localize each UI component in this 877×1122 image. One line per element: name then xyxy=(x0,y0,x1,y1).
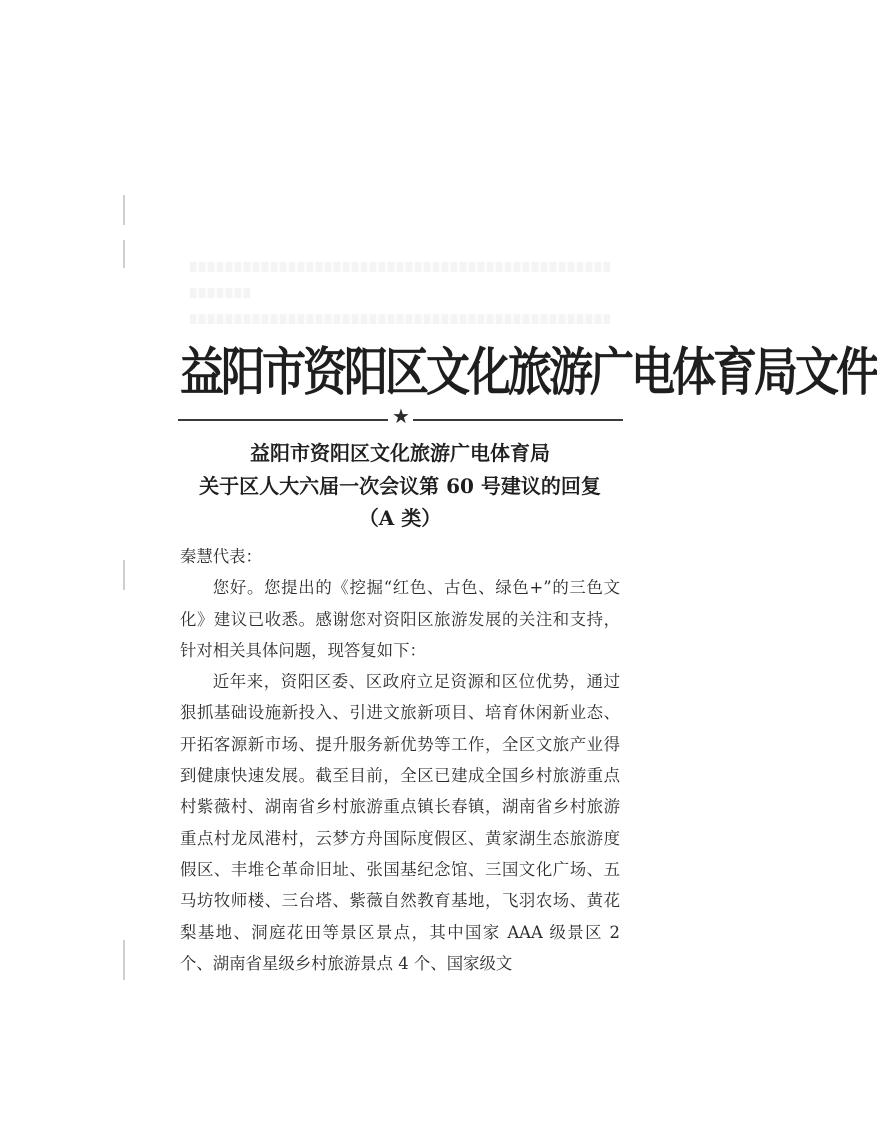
document-title-line2: 关于区人大六届一次会议第 60 号建议的回复 xyxy=(199,474,601,498)
letter-body xyxy=(180,541,620,979)
issuing-authority-header: 益阳市资阳区文化旅游广电体育局文件 xyxy=(180,342,877,404)
paragraph-development: 近年来，资阳区委、区政府立足资源和区位优势，通过狠抓基础设施新投入、引进文旅新项目、培育休闲新业态、开拓客源新市场、提升服务新优势等工作，全区文旅产业得到健康快速发展。截至目前，全区已建成全国乡村旅游重点村紫薇村、湖南省乡村旅游重点镇长春镇，湖南省乡村旅游重点村龙凤港村，云梦方舟国际度假区、黄家湖生态旅游度假区、丰堆仑革命旧址、张国基纪念馆、三国文化广场、五马坊牧师楼、三台塔、紫薇自然教育基地，飞羽农场、黄花梨基地、洞庭花田等景区景点，其中国家 AAA 级景区 2 个、湖南省星级乡村旅游景点 4 个、国家级文 xyxy=(180,672,620,973)
salutation: 秦慧代表： xyxy=(180,547,262,566)
margin-scan-mark xyxy=(123,240,125,268)
margin-scan-mark xyxy=(123,560,125,590)
document-title-line3: （A 类） xyxy=(358,506,442,530)
document-title-line1: 益阳市资阳区文化旅游广电体育局 xyxy=(250,441,550,465)
margin-scan-mark xyxy=(123,940,125,980)
margin-scan-mark xyxy=(123,195,125,225)
paragraph-greeting: 您好。您提出的《挖掘“红色、古色、绿色+”的三色文化》建议已收悉。感谢您对资阳区旅游发展的关注和支持，针对相关具体问题，现答复如下： xyxy=(180,578,620,660)
show-through-text xyxy=(190,262,610,272)
show-through-text xyxy=(190,288,250,298)
show-through-text xyxy=(190,314,610,324)
star-icon: ★ xyxy=(392,404,410,428)
header-rule-right xyxy=(413,419,623,421)
header-rule-left xyxy=(178,419,388,421)
